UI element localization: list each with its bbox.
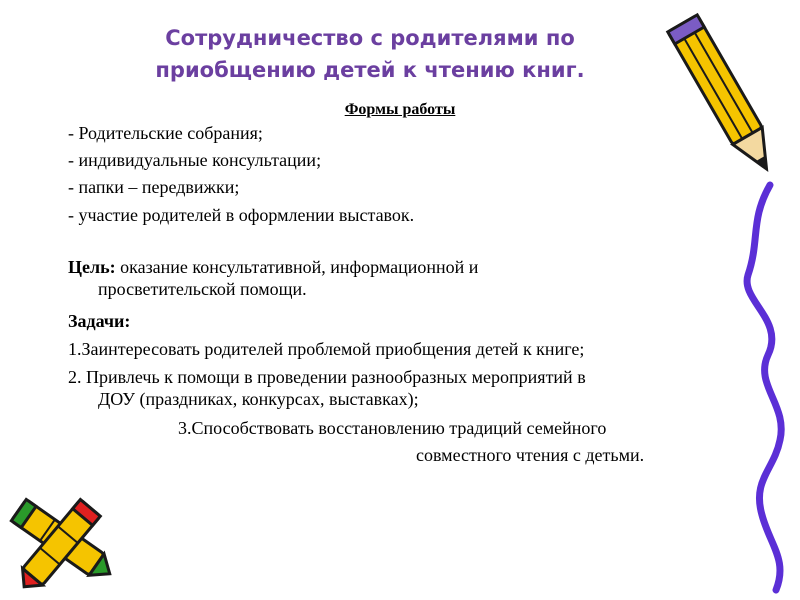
forms-item: - папки – передвижки; bbox=[68, 177, 240, 197]
goal-label: Цель: bbox=[68, 257, 116, 277]
squiggle-line-icon bbox=[740, 180, 795, 595]
forms-item: - участие родителей в оформлении выставок. bbox=[68, 205, 415, 225]
crayon-icon bbox=[0, 480, 130, 598]
title-line-2: приобщению детей к чтению книг. bbox=[155, 58, 585, 82]
goal-paragraph bbox=[68, 256, 718, 300]
tasks-heading: Задачи: bbox=[68, 311, 131, 331]
pencil-icon bbox=[660, 2, 790, 192]
task-2-line-1: 2. Привлечь к помощи в проведении разнообразных мероприятий в bbox=[68, 367, 586, 387]
goal-text-line-2: просветительской помощи. bbox=[98, 279, 307, 299]
task-item-2 bbox=[68, 366, 718, 410]
goal-text-line-1: оказание консультативной, информационной и bbox=[120, 257, 479, 277]
title-line-1: Сотрудничество с родителями по bbox=[165, 26, 575, 50]
forms-heading: Формы работы bbox=[344, 101, 456, 118]
task-item-1: 1.Заинтересовать родителей проблемой приобщения детей к книге; bbox=[68, 339, 585, 359]
task-3-line-1: 3.Способствовать восстановлению традиций семейного bbox=[178, 418, 607, 438]
forms-item: - индивидуальные консультации; bbox=[68, 150, 322, 170]
task-3-line-2: совместного чтения с детьми. bbox=[416, 445, 645, 465]
task-2-line-2: ДОУ (праздниках, конкурсах, выставках); bbox=[98, 389, 419, 409]
slide-title bbox=[80, 22, 660, 86]
forms-item: - Родительские собрания; bbox=[68, 123, 263, 143]
